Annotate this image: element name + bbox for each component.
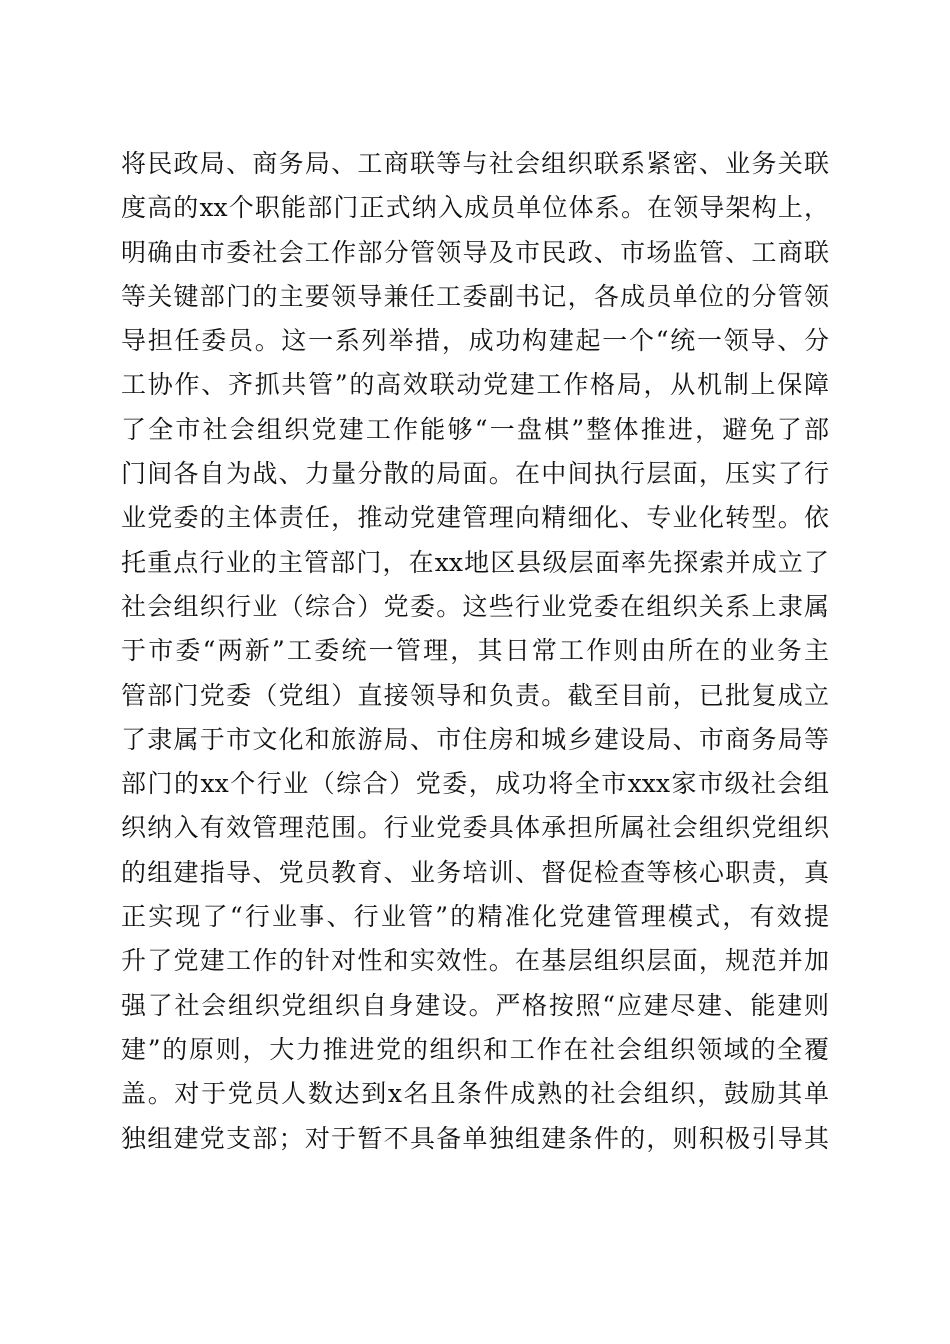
text-line-12: 于市委“两新”工委统一管理，其日常工作则由所在的业务主	[121, 636, 829, 666]
text-line-2: 度高的xx个职能部门正式纳入成员单位体系。在领导架构上，	[121, 193, 829, 223]
text-line-9: 业党委的主体责任，推动党建管理向精细化、专业化转型。依	[121, 503, 829, 533]
text-line-20: 强了社会组织党组织自身建设。严格按照“应建尽建、能建则	[121, 990, 829, 1020]
text-line-16: 织纳入有效管理范围。行业党委具体承担所属社会组织党组织	[121, 813, 829, 843]
text-line-22: 盖。对于党员人数达到x名且条件成熟的社会组织，鼓励其单	[121, 1079, 829, 1109]
text-line-7: 了全市社会组织党建工作能够“一盘棋”整体推进，避免了部	[121, 414, 829, 444]
text-line-17: 的组建指导、党员教育、业务培训、督促检查等核心职责，真	[121, 857, 829, 887]
text-line-6: 工协作、齐抓共管”的高效联动党建工作格局，从机制上保障	[121, 370, 829, 400]
text-line-23: 独组建党支部；对于暂不具备单独组建条件的，则积极引导其	[121, 1123, 829, 1153]
text-line-3: 明确由市委社会工作部分管领导及市民政、市场监管、工商联	[121, 237, 829, 267]
text-line-15: 部门的xx个行业（综合）党委，成功将全市xxx家市级社会组	[121, 769, 829, 799]
text-line-13: 管部门党委（党组）直接领导和负责。截至目前，已批复成立	[121, 680, 829, 710]
text-line-1: 将民政局、商务局、工商联等与社会组织联系紧密、业务关联	[121, 149, 829, 178]
text-line-14: 了隶属于市文化和旅游局、市住房和城乡建设局、市商务局等	[121, 724, 829, 754]
text-line-21: 建”的原则，大力推进党的组织和工作在社会组织领域的全覆	[121, 1034, 829, 1064]
text-line-11: 社会组织行业（综合）党委。这些行业党委在组织关系上隶属	[121, 591, 829, 621]
text-line-18: 正实现了“行业事、行业管”的精准化党建管理模式，有效提	[121, 902, 829, 932]
text-line-5: 导担任委员。这一系列举措，成功构建起一个“统一领导、分	[121, 326, 829, 356]
body-text	[121, 142, 829, 1161]
text-line-4: 等关键部门的主要领导兼任工委副书记，各成员单位的分管领	[121, 281, 829, 311]
text-line-19: 升了党建工作的针对性和实效性。在基层组织层面，规范并加	[121, 946, 829, 976]
text-line-10: 托重点行业的主管部门，在xx地区县级层面率先探索并成立了	[121, 547, 829, 577]
text-line-8: 门间各自为战、力量分散的局面。在中间执行层面，压实了行	[121, 459, 829, 489]
